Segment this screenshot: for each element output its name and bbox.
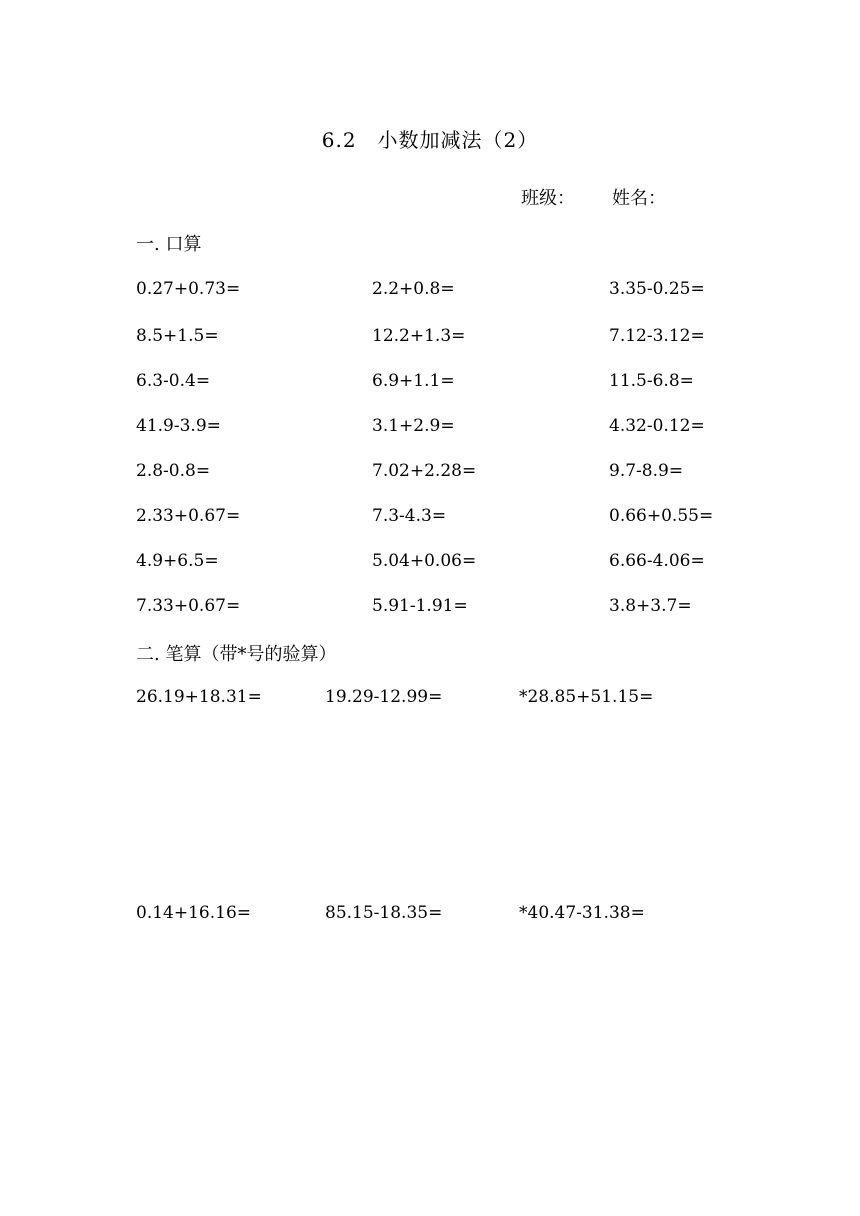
mental-math-problem: 3.8+3.7= bbox=[609, 596, 692, 616]
mental-math-problem: 3.35-0.25= bbox=[609, 279, 705, 299]
mental-math-problem: 5.04+0.06= bbox=[372, 551, 477, 571]
mental-math-problem: 4.32-0.12= bbox=[609, 416, 705, 436]
mental-math-problem: 7.02+2.28= bbox=[372, 461, 477, 481]
mental-math-problem: 3.1+2.9= bbox=[372, 416, 455, 436]
written-calc-problem: 0.14+16.16= bbox=[136, 903, 252, 923]
mental-math-problem: 9.7-8.9= bbox=[609, 461, 684, 481]
mental-math-problem: 11.5-6.8= bbox=[609, 371, 694, 391]
mental-math-problem: 5.91-1.91= bbox=[372, 596, 468, 616]
class-label: 班级： bbox=[521, 188, 575, 209]
mental-math-problem: 6.9+1.1= bbox=[372, 371, 455, 391]
written-calc-problem: 26.19+18.31= bbox=[136, 687, 262, 707]
mental-math-problem: 12.2+1.3= bbox=[372, 326, 466, 346]
mental-math-problem: 6.3-0.4= bbox=[136, 371, 211, 391]
mental-math-problem: 7.12-3.12= bbox=[609, 326, 705, 346]
mental-math-problem: 8.5+1.5= bbox=[136, 326, 219, 346]
name-label: 姓名： bbox=[612, 188, 666, 209]
written-calc-problem: *40.47-31.38= bbox=[519, 903, 645, 923]
mental-math-problem: 2.33+0.67= bbox=[136, 506, 241, 526]
mental-math-problem: 0.66+0.55= bbox=[609, 506, 714, 526]
mental-math-problem: 2.8-0.8= bbox=[136, 461, 211, 481]
mental-math-problem: 4.9+6.5= bbox=[136, 551, 219, 571]
section-heading-written-calc: 二. 笔算（带*号的验算） bbox=[136, 644, 337, 665]
written-calc-problem: *28.85+51.15= bbox=[519, 687, 654, 707]
written-calc-problem: 19.29-12.99= bbox=[325, 687, 443, 707]
mental-math-problem: 41.9-3.9= bbox=[136, 416, 221, 436]
written-calc-problem: 85.15-18.35= bbox=[325, 903, 443, 923]
section-heading-mental-math: 一. 口算 bbox=[136, 234, 202, 255]
mental-math-problem: 6.66-4.06= bbox=[609, 551, 705, 571]
mental-math-problem: 0.27+0.73= bbox=[136, 279, 241, 299]
page-title: 6.2 小数加减法（2） bbox=[321, 128, 539, 152]
mental-math-problem: 7.33+0.67= bbox=[136, 596, 241, 616]
mental-math-problem: 2.2+0.8= bbox=[372, 279, 455, 299]
mental-math-problem: 7.3-4.3= bbox=[372, 506, 447, 526]
